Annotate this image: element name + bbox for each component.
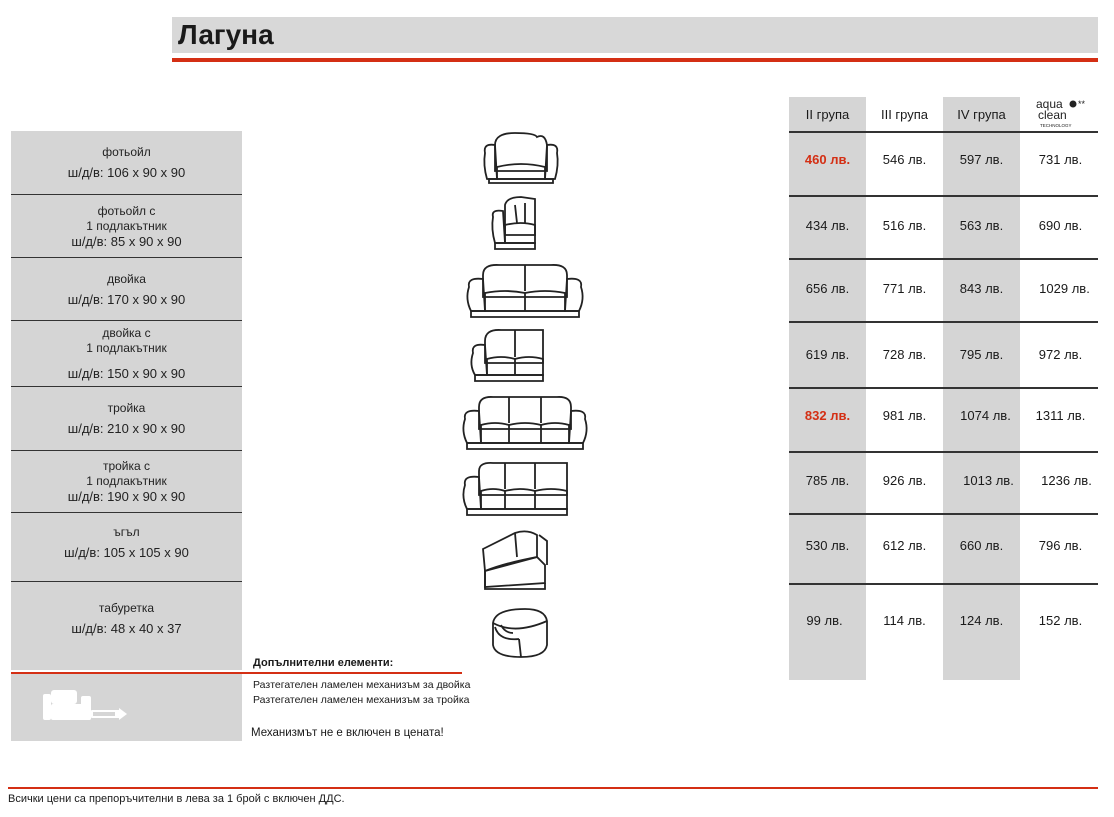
price-cell: 124 лв.	[959, 613, 1004, 628]
product-name-line-2: 1 подлакътник	[86, 341, 167, 355]
price-cell: 690 лв.	[1038, 218, 1083, 233]
extras-item: Разтегателен ламелен механизъм за двойка	[253, 679, 471, 691]
product-name-line-1: фотьойл с	[97, 203, 156, 218]
product-description-column	[11, 131, 242, 670]
product-name-line-1: тройка с	[102, 459, 151, 473]
price-cell: 597 лв.	[959, 152, 1004, 167]
price-cell: 656 лв.	[805, 281, 850, 296]
table-divider	[789, 583, 1098, 585]
product-row-armchair	[11, 131, 242, 195]
group-4-column-bg	[943, 97, 1020, 680]
sofa-bed-mechanism-icon	[41, 686, 131, 724]
price-cell: 660 лв.	[959, 538, 1004, 553]
clean-word: clean	[1038, 108, 1067, 122]
table-divider	[789, 387, 1098, 389]
aquaclean-logo	[1020, 97, 1098, 131]
page-title: Лагуна	[178, 19, 274, 50]
extras-item: Разтегателен ламелен механизъм за тройка	[253, 694, 470, 706]
price-cell: 460 лв.	[804, 152, 851, 167]
armchair-icon	[455, 131, 595, 189]
product-name: фотьойл	[102, 145, 151, 159]
loveseat-icon	[455, 261, 595, 321]
product-row-loveseat-one-arm	[11, 321, 242, 387]
price-cell: 516 лв.	[882, 218, 927, 233]
price-cell: 796 лв.	[1038, 538, 1083, 553]
price-cell: 563 лв.	[959, 218, 1004, 233]
aqua-stars: **	[1078, 99, 1086, 109]
price-cell: 619 лв.	[805, 347, 850, 362]
product-dimensions: ш/д/в: 48 x 40 x 37	[71, 621, 182, 636]
price-cell: 1074 лв.	[960, 408, 1011, 423]
product-sketches	[455, 131, 595, 670]
product-name: ъгъл	[113, 525, 140, 539]
extras-divider	[11, 672, 462, 674]
price-cell: 612 лв.	[882, 538, 927, 553]
product-dimensions: ш/д/в: 105 x 105 x 90	[64, 545, 189, 560]
product-row-corner	[11, 513, 242, 582]
product-name: табуретка	[98, 601, 155, 615]
armchair-one-arm-icon	[455, 195, 595, 253]
price-cell: 771 лв.	[882, 281, 927, 296]
price-cell: 728 лв.	[882, 347, 927, 362]
product-dimensions: ш/д/в: 210 x 90 x 90	[67, 421, 186, 436]
price-cell: 843 лв.	[959, 281, 1004, 296]
ottoman-icon	[455, 605, 595, 661]
header-group-4: IV група	[957, 106, 1006, 122]
price-cell: 434 лв.	[805, 218, 850, 233]
aqua-word: aqua	[1036, 97, 1063, 111]
price-cell: 785 лв.	[805, 473, 850, 488]
header-group-2: II група	[805, 106, 850, 122]
sofa-icon	[455, 393, 595, 453]
product-row-loveseat	[11, 258, 242, 321]
table-divider	[789, 513, 1098, 515]
product-name	[86, 459, 166, 489]
price-cell: 832 лв.	[804, 408, 851, 423]
extras-title: Допълнителни елементи:	[253, 657, 394, 669]
title-divider	[172, 58, 1098, 62]
loveseat-one-arm-icon	[455, 327, 595, 385]
table-divider	[789, 258, 1098, 260]
price-cell: 152 лв.	[1038, 613, 1083, 628]
product-name-line-2: 1 подлакътник	[86, 218, 167, 233]
technology-word: TECHNOLOGY	[1040, 123, 1072, 128]
footer-note: Всички цени са препоръчителни в лева за 1 брой с включен ДДС.	[8, 793, 345, 805]
price-cell: 1236 лв.	[1041, 473, 1092, 488]
product-dimensions: ш/д/в: 190 x 90 x 90	[67, 489, 186, 504]
price-cell: 972 лв.	[1038, 347, 1083, 362]
price-cell: 114 лв.	[883, 613, 926, 628]
product-name-line-1: двойка с	[102, 326, 151, 340]
price-cell: 530 лв.	[805, 538, 850, 553]
table-divider	[789, 195, 1098, 197]
product-row-ottoman	[11, 583, 242, 670]
table-divider	[789, 131, 1098, 133]
price-cell: 1013 лв.	[963, 473, 1014, 488]
product-dimensions: ш/д/в: 106 x 90 x 90	[67, 165, 186, 180]
price-cell: 795 лв.	[959, 347, 1004, 362]
price-cell: 546 лв.	[882, 152, 927, 167]
price-cell: 99 лв.	[806, 613, 843, 628]
price-cell: 1029 лв.	[1039, 281, 1090, 296]
extras-panel	[11, 672, 242, 741]
aquaclean-logo-icon	[1020, 97, 1098, 131]
product-name	[86, 204, 166, 234]
product-name-line-2: 1 подлакътник	[86, 474, 167, 488]
product-dimensions: ш/д/в: 170 x 90 x 90	[67, 291, 186, 307]
table-divider	[789, 321, 1098, 323]
product-name	[86, 326, 166, 356]
product-row-sofa-one-arm	[11, 451, 242, 513]
group-2-column-bg	[789, 97, 866, 680]
title-bar	[172, 17, 1098, 53]
footer-divider	[8, 787, 1098, 789]
extras-note: Механизмът не е включен в цената!	[251, 727, 444, 739]
sofa-one-arm-icon	[455, 459, 595, 519]
product-name: двойка	[107, 271, 146, 286]
corner-icon	[455, 527, 595, 591]
product-dimensions: ш/д/в: 150 x 90 x 90	[67, 366, 186, 381]
product-dimensions: ш/д/в: 85 x 90 x 90	[71, 233, 182, 249]
price-cell: 981 лв.	[882, 408, 927, 423]
header-group-3: III група	[880, 106, 929, 122]
price-cell: 1311 лв.	[1035, 408, 1086, 423]
table-divider	[789, 451, 1098, 453]
product-row-armchair-one-arm	[11, 195, 242, 258]
price-cell: 926 лв.	[882, 473, 927, 488]
product-name: тройка	[107, 401, 146, 415]
product-row-sofa	[11, 387, 242, 451]
price-cell: 731 лв.	[1038, 152, 1083, 167]
